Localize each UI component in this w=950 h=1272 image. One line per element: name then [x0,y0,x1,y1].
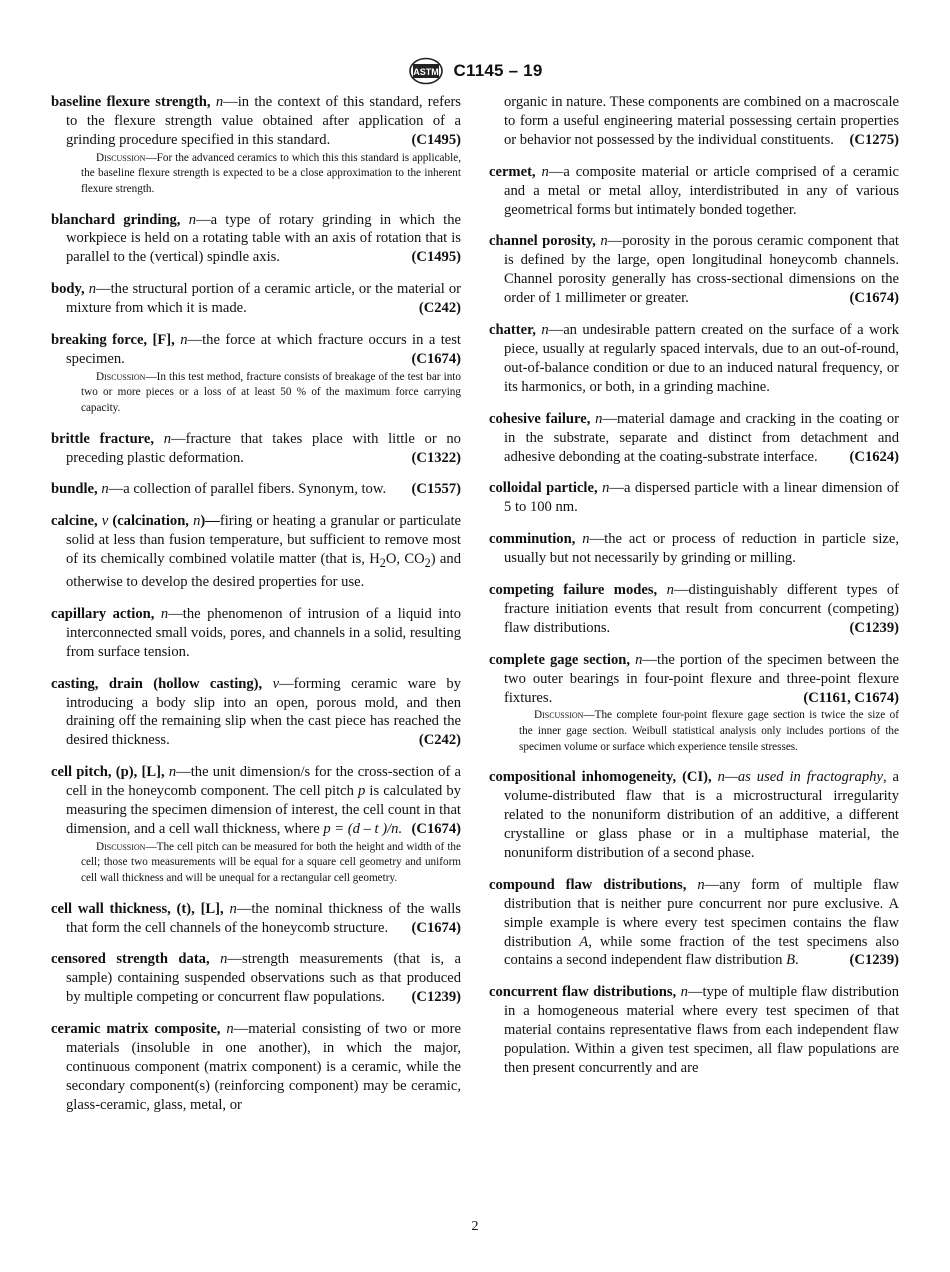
definition-entry: cell pitch, (p), [L], n—the unit dimension/s for the cross-section of a cell in the honeycomb component. The cell pitch p is calculated by measuring the specimen dimension of interest, the cell count in that dimension, and a cell wall thickness, where p = (d – t )/n. (C1674) Discussion—The cell pitch can be measured for both the height and width of the cell; those two measurements will be equal for a square cell geometry and uniform cell wall thickness and will be unequal for a rectangular cell geometry. [51,763,461,886]
page-number: 2 [471,1219,479,1234]
definition-entry: cohesive failure, n—material damage and cracking in the coating or in the substrate, separate and distinct from detachment and adhesive debonding at the coating-substrate interface. (C1624) [489,410,899,465]
definition-entry: blanchard grinding, n—a type of rotary grinding in which the workpiece is held on a rotating table with an axis of rotation that is parallel to the (vertical) spindle axis. (C1495) [51,211,461,266]
discussion-note: Discussion—In this test method, fracture consists of breakage of the test bar into two or more pieces or a loss of at least 50 % of the maximum force carrying capacity. [81,370,461,415]
definition-entry: cell wall thickness, (t), [L], n—the nominal thickness of the walls that form the cell channels of the honeycomb structure. (C1674) [51,900,461,936]
definition-entry: brittle fracture, n—fracture that takes place with little or no preceding plastic deformation. (C1322) [51,430,461,466]
standard-designation: C1145 – 19 [453,61,543,80]
definition-entry: competing failure modes, n—distinguishably different types of fracture initiation events that result from concurrent (competing) flaw distributions. (C1239) [489,582,899,636]
definition-entry: channel porosity, n—porosity in the porous ceramic component that is defined by the large, open longitudinal honeycomb channels. Channel porosity generally has cross-sectional dimensions on the order of 1 millimeter or greater. (C1674) [489,233,899,307]
definition-entry: calcine, v (calcination, n)—firing or heating a granular or particulate solid at less than fusion temperature, but sufficient to remove most of its chemically combined volatile matter (that is, $H_2O$, $CO_2$) and otherwise to develop the desired properties for use. [51,513,461,590]
definition-entry: capillary action, n—the phenomenon of intrusion of a liquid into interconnected small voids, pores, and channels in a solid, resulting from surface tension. [51,605,461,660]
definition-entry: casting, drain (hollow casting), v—forming ceramic ware by introducing a body slip into an open, porous mold, and then draining off the remaining slip when the cast piece has reached the desired thickness. (C242) [51,675,461,749]
definition-entry: cermet, n—a composite material or article comprised of a ceramic and a metal or metal alloy, interdistributed in any of various geometrical forms but intimately bonded together. [489,163,900,218]
definition-entry: colloidal particle, n—a dispersed particle with a linear dimension of 5 to 100 nm. [489,480,899,516]
logo-text: ASTM [412,67,439,77]
definition-entry: censored strength data, n—strength measurements (that is, a sample) containing suspended observations such as that produced by multiple competing or concurrent flaw populations. (C1239) [51,951,461,1006]
right-column [489,93,899,1091]
definition-entry: chatter, n—an undesirable pattern created on the surface of a work piece, usually at regularly spaced intervals, due to an out-of-round, out-of-balance condition or due to an induced natural frequency, or its harmonics, or both, in a grinding machine. [489,322,899,395]
definition-entry: bundle, n—a collection of parallel fibers. Synonym, tow. (C1557) [51,481,461,498]
definition-entry: compound flaw distributions, n—any form of multiple flaw distribution that is neither pure concurrent nor pure exclusive. A simple example is where every test specimen contains the flaw distribution A, while some fraction of the test specimens also contains a second independent flaw distribution B. (C1239) [489,876,900,969]
definition-entry: complete gage section, n—the portion of the specimen between the two outer bearings in four-point flexure and three-point flexure fixtures. (C1161, C1674) Discussion—The complete four-point flexure gage section is twice the size of the inner gage section. Weibull statistical analysis only includes portions of the specimen volume or surface which experience tensile stresses. [489,651,899,756]
definition-entry: ceramic matrix composite, n—material consisting of two or more materials (insoluble in one another), in which the major, continuous component (matrix component) is a ceramic, while the secondary component(s) (reinforcing component) may be ceramic, glass-ceramic, glass, metal, or [51,1021,462,1113]
definition-entry: body, n—the structural portion of a ceramic article, or the material or mixture from which it is made. (C242) [51,281,461,317]
discussion-note: Discussion—For the advanced ceramics to which this this standard is applicable, the baseline flexure strength is expected to be a close approximation to the inherent flexure strength. [81,151,461,195]
definition-entry: baseline flexure strength, n—in the context of this standard, refers to the flexure strength value obtained after application of a grinding procedure specified in this standard. (C1495) Discussion—For the advanced ceramics to which this this standard is applicable, the baseline flexure strength is expected to be a close approximation to the inherent flexure strength. [51,93,461,198]
definition-entry: compositional inhomogeneity, (CI), n—as used in fractography, a volume-distributed flaw that is a microstructural irregularity related to the nonuniform distribution of an additive, a different crystalline or glass phase or in a multiphase material, the nonuniform distribution of a second phase. [489,769,899,861]
definition-entry: comminution, n—the act or process of reduction in particle size, usually but not necessarily by grinding or milling. [489,531,899,567]
page-header [0,56,950,86]
left-column [51,93,461,1128]
astm-logo-icon [408,57,444,85]
definition-entry: concurrent flaw distributions, n—type of multiple flaw distribution in a homogeneous material where every test specimen of that material contains representative flaws from each independent flaw population. Within a given test specimen, all flaw populations are then present concurrently and are [489,984,900,1076]
definition-entry: breaking force, [F], n—the force at which fracture occurs in a test specimen. (C1674) Discussion—In this test method, fracture consists of breakage of the test bar into two or more pieces or a loss of at least 50 % of the maximum force carrying capacity. [51,331,461,417]
discussion-note: Discussion—The cell pitch can be measured for both the height and width of the cell; those two measurements will be equal for a square cell geometry and uniform cell wall thickness and will be unequal for a rectangular cell geometry. [81,840,461,885]
discussion-note: Discussion—The complete four-point flexure gage section is twice the size of the inner gage section. Weibull statistical analysis only includes portions of the specimen volume or surface which experience tensile stresses. [519,709,899,753]
definition-continuation: organic in nature. These components are combined on a macroscale to form a useful engineering material possessing certain properties or behavior not possessed by the individual constituents. (C1275) [504,94,899,148]
